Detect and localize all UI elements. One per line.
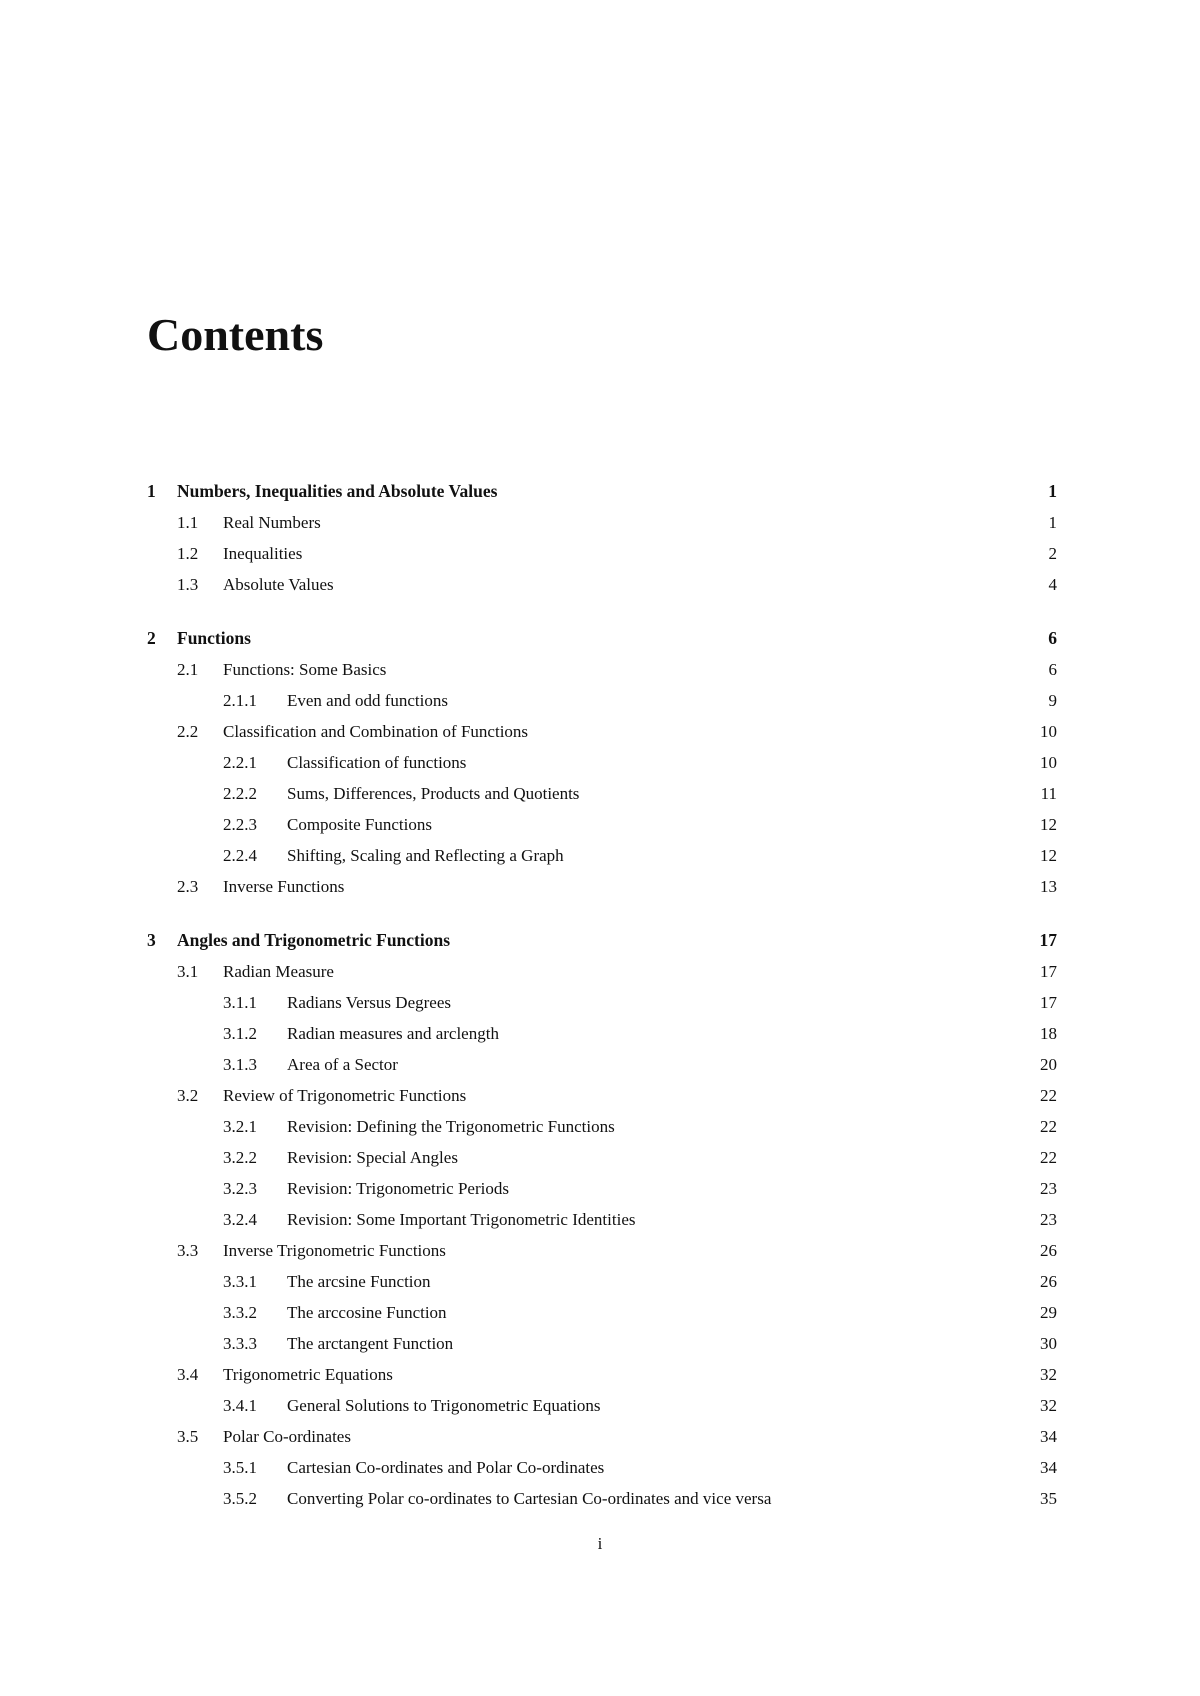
toc-entry-title: Inequalities [223,538,310,569]
toc-entry-page: 6 [1041,654,1058,685]
toc-entry-number: 3.4 [177,1365,199,1384]
toc-entry-page: 10 [1032,716,1057,747]
toc-entry-title: Revision: Defining the Trigonometric Functions [287,1111,623,1142]
toc-entry-title: Functions: Some Basics [223,654,394,685]
toc-entry-number: 2.1.1 [223,691,257,710]
toc-subsection-entry[interactable] [147,685,1057,716]
toc-entry-number: 3.2.2 [223,1148,257,1167]
toc-entry-number: 3.1.2 [223,1024,257,1043]
toc-entry-page: 17 [1032,987,1057,1018]
toc-entry-title: Revision: Trigonometric Periods [287,1173,517,1204]
toc-section-entry[interactable] [147,538,1057,569]
toc-entry-number: 1.3 [177,575,199,594]
toc-entry-number: 2.2.3 [223,815,257,834]
toc-entry-number: 2.1 [177,660,199,679]
toc-subsection-entry[interactable] [147,840,1057,871]
toc-entry-page: 11 [1033,778,1057,809]
toc-entry-title: Revision: Special Angles [287,1142,466,1173]
toc-subsection-entry[interactable] [147,747,1057,778]
toc-entry-title: Angles and Trigonometric Functions [177,925,458,956]
toc-entry-page: 29 [1032,1297,1057,1328]
toc-entry-number: 3.5.1 [223,1458,257,1477]
toc-entry-number: 1.2 [177,544,199,563]
toc-entry-page: 10 [1032,747,1057,778]
toc-subsection-entry[interactable] [147,1142,1057,1173]
toc-subsection-entry[interactable] [147,1452,1057,1483]
toc-entry-page: 34 [1032,1421,1057,1452]
toc-entry-number: 2 [147,628,156,648]
toc-entry-title: The arcsine Function [287,1266,439,1297]
toc-entry-number: 3.2.4 [223,1210,257,1229]
toc-entry-page: 35 [1032,1483,1057,1514]
toc-entry-page: 4 [1041,569,1058,600]
toc-entry-title: Sums, Differences, Products and Quotients [287,778,587,809]
toc-entry-page: 23 [1032,1204,1057,1235]
toc-entry-number: 1 [147,481,156,501]
toc-subsection-entry[interactable] [147,778,1057,809]
toc-entry-title: General Solutions to Trigonometric Equations [287,1390,609,1421]
toc-entry-title: Composite Functions [287,809,440,840]
toc-subsection-entry[interactable] [147,809,1057,840]
toc-entry-page: 32 [1032,1359,1057,1390]
toc-subsection-entry[interactable] [147,1390,1057,1421]
toc-entry-title: Radian measures and arclength [287,1018,507,1049]
toc-chapter-entry[interactable] [147,925,1057,956]
toc-entry-number: 1.1 [177,513,199,532]
toc-entry-page: 17 [1032,925,1058,956]
toc-entry-title: Shifting, Scaling and Reflecting a Graph [287,840,572,871]
toc-entry-title: Classification of functions [287,747,474,778]
toc-section-entry[interactable] [147,1359,1057,1390]
toc-entry-page: 12 [1032,840,1057,871]
toc-section-entry[interactable] [147,1421,1057,1452]
toc-entry-number: 3.2.1 [223,1117,257,1136]
toc-section-entry[interactable] [147,507,1057,538]
toc-entry-title: Even and odd functions [287,685,456,716]
toc-entry-title: Real Numbers [223,507,329,538]
toc-entry-page: 12 [1032,809,1057,840]
table-of-contents [147,476,1057,1514]
toc-entry-number: 3.5.2 [223,1489,257,1508]
chapter-spacer [147,902,1057,925]
toc-subsection-entry[interactable] [147,1328,1057,1359]
toc-entry-number: 3.4.1 [223,1396,257,1415]
toc-entry-page: 22 [1032,1111,1057,1142]
toc-section-entry[interactable] [147,871,1057,902]
toc-entry-title: Polar Co-ordinates [223,1421,359,1452]
toc-entry-title: Radians Versus Degrees [287,987,459,1018]
chapter-spacer [147,600,1057,623]
toc-section-entry[interactable] [147,956,1057,987]
toc-entry-page: 6 [1040,623,1057,654]
toc-entry-title: Radian Measure [223,956,342,987]
toc-entry-page: 26 [1032,1266,1057,1297]
toc-entry-title: The arctangent Function [287,1328,461,1359]
toc-chapter-entry[interactable] [147,476,1057,507]
toc-entry-number: 3.1.3 [223,1055,257,1074]
toc-entry-number: 2.2.2 [223,784,257,803]
toc-entry-number: 3.2 [177,1086,199,1105]
toc-entry-page: 17 [1032,956,1057,987]
toc-entry-page: 2 [1041,538,1058,569]
toc-entry-title: The arccosine Function [287,1297,455,1328]
toc-entry-number: 3.3 [177,1241,199,1260]
toc-entry-number: 3.3.3 [223,1334,257,1353]
toc-section-entry[interactable] [147,1235,1057,1266]
toc-section-entry[interactable] [147,1080,1057,1111]
toc-entry-number: 2.2.4 [223,846,257,865]
toc-entry-number: 2.2 [177,722,199,741]
toc-entry-title: Classification and Combination of Functions [223,716,536,747]
toc-subsection-entry[interactable] [147,1204,1057,1235]
page-number: i [597,1534,603,1553]
toc-entry-number: 3.1.1 [223,993,257,1012]
toc-subsection-entry[interactable] [147,1111,1057,1142]
page-title: Contents [147,309,324,360]
toc-entry-title: Cartesian Co-ordinates and Polar Co-ordinates [287,1452,612,1483]
toc-subsection-entry[interactable] [147,987,1057,1018]
toc-entry-number: 3.3.2 [223,1303,257,1322]
toc-entry-title: Area of a Sector [287,1049,406,1080]
toc-entry-page: 34 [1032,1452,1057,1483]
toc-entry-page: 32 [1032,1390,1057,1421]
toc-entry-number: 3.1 [177,962,199,981]
toc-entry-page: 23 [1032,1173,1057,1204]
toc-entry-page: 22 [1032,1080,1057,1111]
toc-subsection-entry[interactable] [147,1266,1057,1297]
toc-chapter-entry[interactable] [147,623,1057,654]
toc-entry-page: 1 [1040,476,1057,507]
toc-entry-page: 9 [1041,685,1058,716]
toc-entry-number: 3.2.3 [223,1179,257,1198]
toc-entry-title: Review of Trigonometric Functions [223,1080,474,1111]
toc-entry-title: Absolute Values [223,569,342,600]
toc-subsection-entry[interactable] [147,1049,1057,1080]
toc-subsection-entry[interactable] [147,1483,1057,1514]
toc-entry-number: 2.3 [177,877,199,896]
toc-entry-title: Trigonometric Equations [223,1359,401,1390]
toc-entry-page: 22 [1032,1142,1057,1173]
toc-entry-title: Revision: Some Important Trigonometric Identities [287,1204,643,1235]
toc-entry-title: Inverse Functions [223,871,352,902]
toc-entry-title: Functions [177,623,259,654]
toc-entry-number: 3.5 [177,1427,199,1446]
toc-entry-number: 3.3.1 [223,1272,257,1291]
toc-entry-title: Numbers, Inequalities and Absolute Values [177,476,505,507]
toc-section-entry[interactable] [147,716,1057,747]
toc-section-entry[interactable] [147,654,1057,685]
toc-subsection-entry[interactable] [147,1018,1057,1049]
toc-entry-page: 1 [1041,507,1058,538]
toc-entry-number: 3 [147,930,156,950]
toc-entry-page: 26 [1032,1235,1057,1266]
toc-entry-page: 20 [1032,1049,1057,1080]
toc-entry-page: 18 [1032,1018,1057,1049]
toc-entry-page: 13 [1032,871,1057,902]
toc-section-entry[interactable] [147,569,1057,600]
toc-subsection-entry[interactable] [147,1297,1057,1328]
toc-entry-title: Inverse Trigonometric Functions [223,1235,454,1266]
toc-entry-page: 30 [1032,1328,1057,1359]
toc-entry-number: 2.2.1 [223,753,257,772]
toc-subsection-entry[interactable] [147,1173,1057,1204]
toc-entry-title: Converting Polar co-ordinates to Cartesian Co-ordinates and vice versa [287,1483,779,1514]
